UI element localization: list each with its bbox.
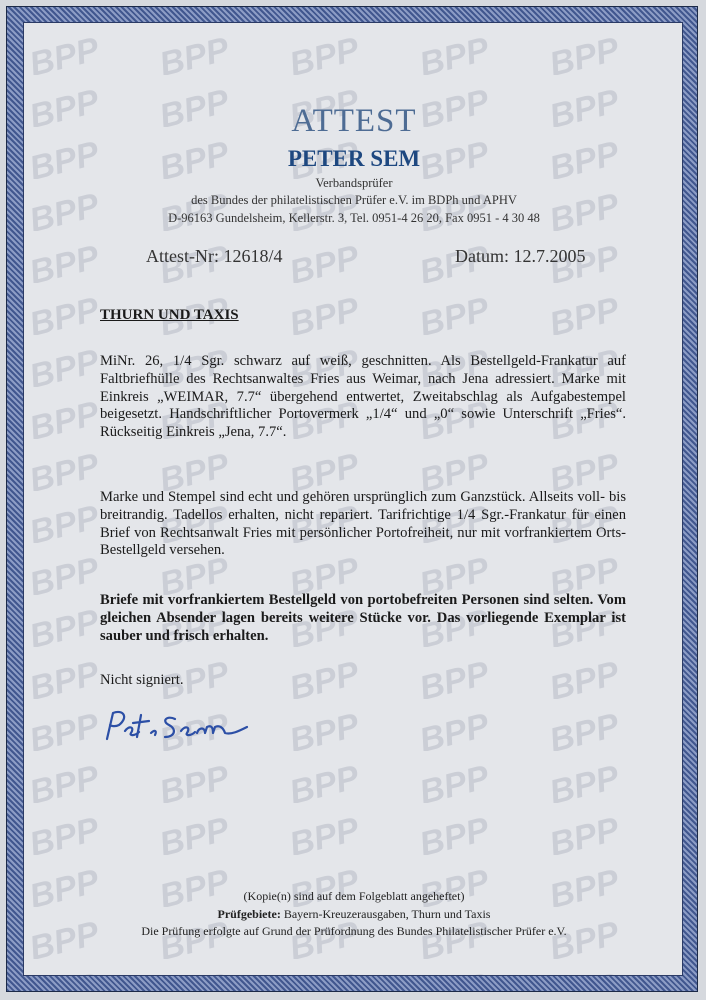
- attest-number: [146, 246, 283, 267]
- issuer-address: D-96163 Gundelsheim, Kellerstr. 3, Tel. 0951-4 26 20, Fax 0951 - 4 30 48: [168, 211, 540, 225]
- signature-note: Nicht signiert.: [100, 672, 184, 688]
- attest-date: [455, 246, 586, 267]
- certificate-content: [24, 23, 682, 975]
- handwritten-signature: [101, 705, 251, 749]
- examination-areas-value: Bayern-Kreuzerausgaben, Thurn und Taxis: [283, 907, 491, 921]
- attest-number-label: Attest-Nr:: [146, 246, 219, 266]
- examination-areas-label: Prüfgebiete:: [217, 907, 281, 921]
- issuer-association: des Bundes der philatelistischen Prüfer e.V. im BDPh und APHV: [191, 193, 517, 207]
- conclusion-paragraph: Briefe mit vorfrankiertem Bestellgeld von portobefreiten Personen sind selten. Vom gleichen Absender lagen bereits weitere Stücke vor. Das vorliegende Exemplar ist sauber und frisch erhalten.: [100, 592, 626, 644]
- certificate-border: [6, 6, 698, 992]
- copies-note: (Kopie(n) sind auf dem Folgeblatt angeheftet): [243, 889, 465, 903]
- subject-heading: THURN UND TAXIS: [100, 307, 239, 323]
- attest-date-value: 12.7.2005: [513, 246, 586, 266]
- description-paragraph: MiNr. 26, 1/4 Sgr. schwarz auf weiß, geschnitten. Als Bestellgeld-Frankatur auf Faltbriefhülle des Rechtsanwaltes Fries aus Weimar, nach Jena adressiert. Marke mit Einkreis „WEIMAR, 7.7“ übergehend entwertet, Zweitabschlag als Aufgabestempel beigesetzt. Handschriftlicher Portovermerk „1/4“ und „0“ sowie Unterschrift „Fries“. Rückseitig Einkreis „Jena, 7.7“.: [100, 353, 626, 441]
- issuer-role: Verbandsprüfer: [315, 176, 393, 190]
- examination-basis: Die Prüfung erfolgte auf Grund der Prüfordnung des Bundes Philatelistischer Prüfer e.V.: [141, 924, 567, 938]
- attest-number-value: 12618/4: [223, 246, 283, 266]
- certificate-sheet: [23, 22, 683, 976]
- issuer-name: PETER SEM: [287, 146, 421, 171]
- attest-date-label: Datum:: [455, 246, 509, 266]
- assessment-paragraph: Marke und Stempel sind echt und gehören ursprünglich zum Ganzstück. Allseits voll- bis breitrandig. Tadellos erhalten, nicht repariert. Tarifrichtige 1/4 Sgr.-Frankatur für einen Brief von Rechtsanwalt Fries mit persönlicher Portofreiheit, nur mit vorfrankiertem Orts-Bestellgeld versehen.: [100, 489, 626, 559]
- examination-areas: [24, 907, 683, 922]
- document-title: ATTEST: [291, 103, 417, 139]
